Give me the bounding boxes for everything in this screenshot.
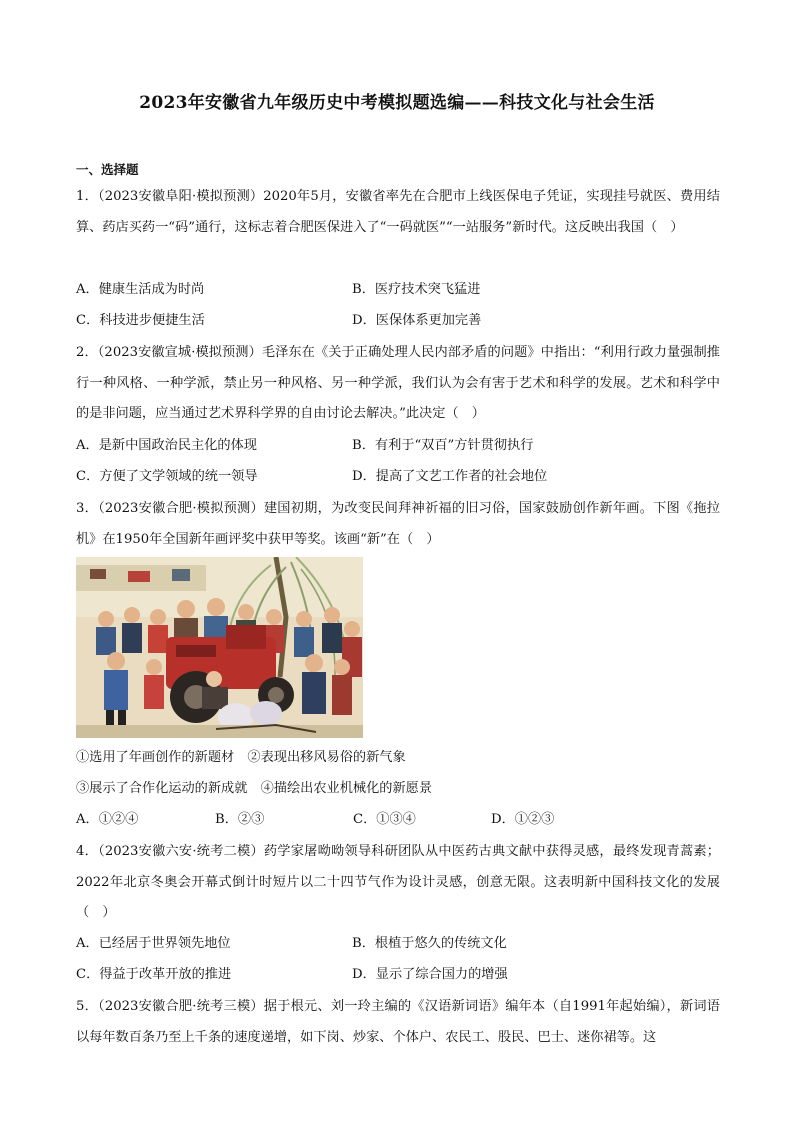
- question-4-option-b[interactable]: B．根植于悠久的传统文化: [352, 936, 507, 951]
- question-1-option-a[interactable]: A．健康生活成为时尚: [76, 282, 205, 297]
- question-2-option-b[interactable]: B．有利于“双百”方针贯彻执行: [352, 438, 534, 453]
- question-3-option-c[interactable]: C．①③④: [353, 812, 416, 827]
- question-2-option-c[interactable]: C．方便了文学领域的统一领导: [76, 469, 258, 484]
- question-2-option-d[interactable]: D．提高了文艺工作者的社会地位: [352, 469, 548, 484]
- question-4-stem: 4．（2023安徽六安·统考二模）药学家屠呦呦领导科研团队从中医药古典文献中获得灵感，最终发现青蒿素；2022年北京冬奥会开幕式倒计时短片以二十四节气作为设计灵感，创意无限。这表明新中国科技文化的发展（ ）: [76, 844, 720, 920]
- question-4-option-d[interactable]: D．显示了综合国力的增强: [352, 967, 508, 982]
- page-title: 2023年安徽省九年级历史中考模拟题选编——科技文化与社会生活: [139, 93, 655, 113]
- question-4-option-a[interactable]: A．已经居于世界领先地位: [76, 936, 231, 951]
- question-3-statements-2: ③展示了合作化运动的新成就 ④描绘出农业机械化的新愿景: [76, 781, 433, 796]
- section-heading: 一、选择题: [76, 162, 139, 177]
- question-1-stem: 1．（2023安徽阜阳·模拟预测）2020年5月，安徽省率先在合肥市上线医保电子凭证，实现挂号就医、费用结算、药店买药一“码”通行，这标志着合肥医保进入了“一码就医”“一站服务”新时代。这反映出我国（ ）: [76, 189, 720, 235]
- question-5-stem: 5．（2023安徽合肥·统考三模）据于根元、刘一玲主编的《汉语新词语》编年本（自1991年起始编），新词语以每年数百条乃至上千条的速度递增，如下岗、炒家、个体户、农民工、股民、巴士、迷你裙等。这: [76, 999, 720, 1045]
- question-1-option-d[interactable]: D．医保体系更加完善: [352, 313, 482, 328]
- question-3-option-a[interactable]: A．①②④: [76, 812, 139, 827]
- question-1-option-b[interactable]: B．医疗技术突飞猛进: [352, 282, 481, 297]
- question-3-option-d[interactable]: D．①②③: [491, 812, 555, 827]
- question-4-option-c[interactable]: C．得益于改革开放的推进: [76, 967, 232, 982]
- question-1-option-c[interactable]: C．科技进步便捷生活: [76, 313, 205, 328]
- question-2-option-a[interactable]: A．是新中国政治民主化的体现: [76, 438, 257, 453]
- question-3-statements-1: ①选用了年画创作的新题材 ②表现出移风易俗的新气象: [76, 750, 406, 765]
- question-3-stem: 3．（2023安徽合肥·模拟预测）建国初期，为改变民间拜神祈福的旧习俗，国家鼓励创作新年画。下图《拖拉机》在1950年全国新年画评奖中获甲等奖。该画“新”在（ ）: [76, 501, 720, 547]
- tractor-painting-image: [76, 557, 363, 738]
- question-3-option-b[interactable]: B．②③: [215, 812, 265, 827]
- question-2-stem: 2．（2023安徽宣城·模拟预测）毛泽东在《关于正确处理人民内部矛盾的问题》中指出：“利用行政力量强制推行一种风格、一种学派，禁止另一种风格、另一种学派，我们认为会有害于艺术和科学的发展。艺术和科学中的是非问题，应当通过艺术界科学界的自由讨论去解决。”此决定（ ）: [76, 345, 720, 421]
